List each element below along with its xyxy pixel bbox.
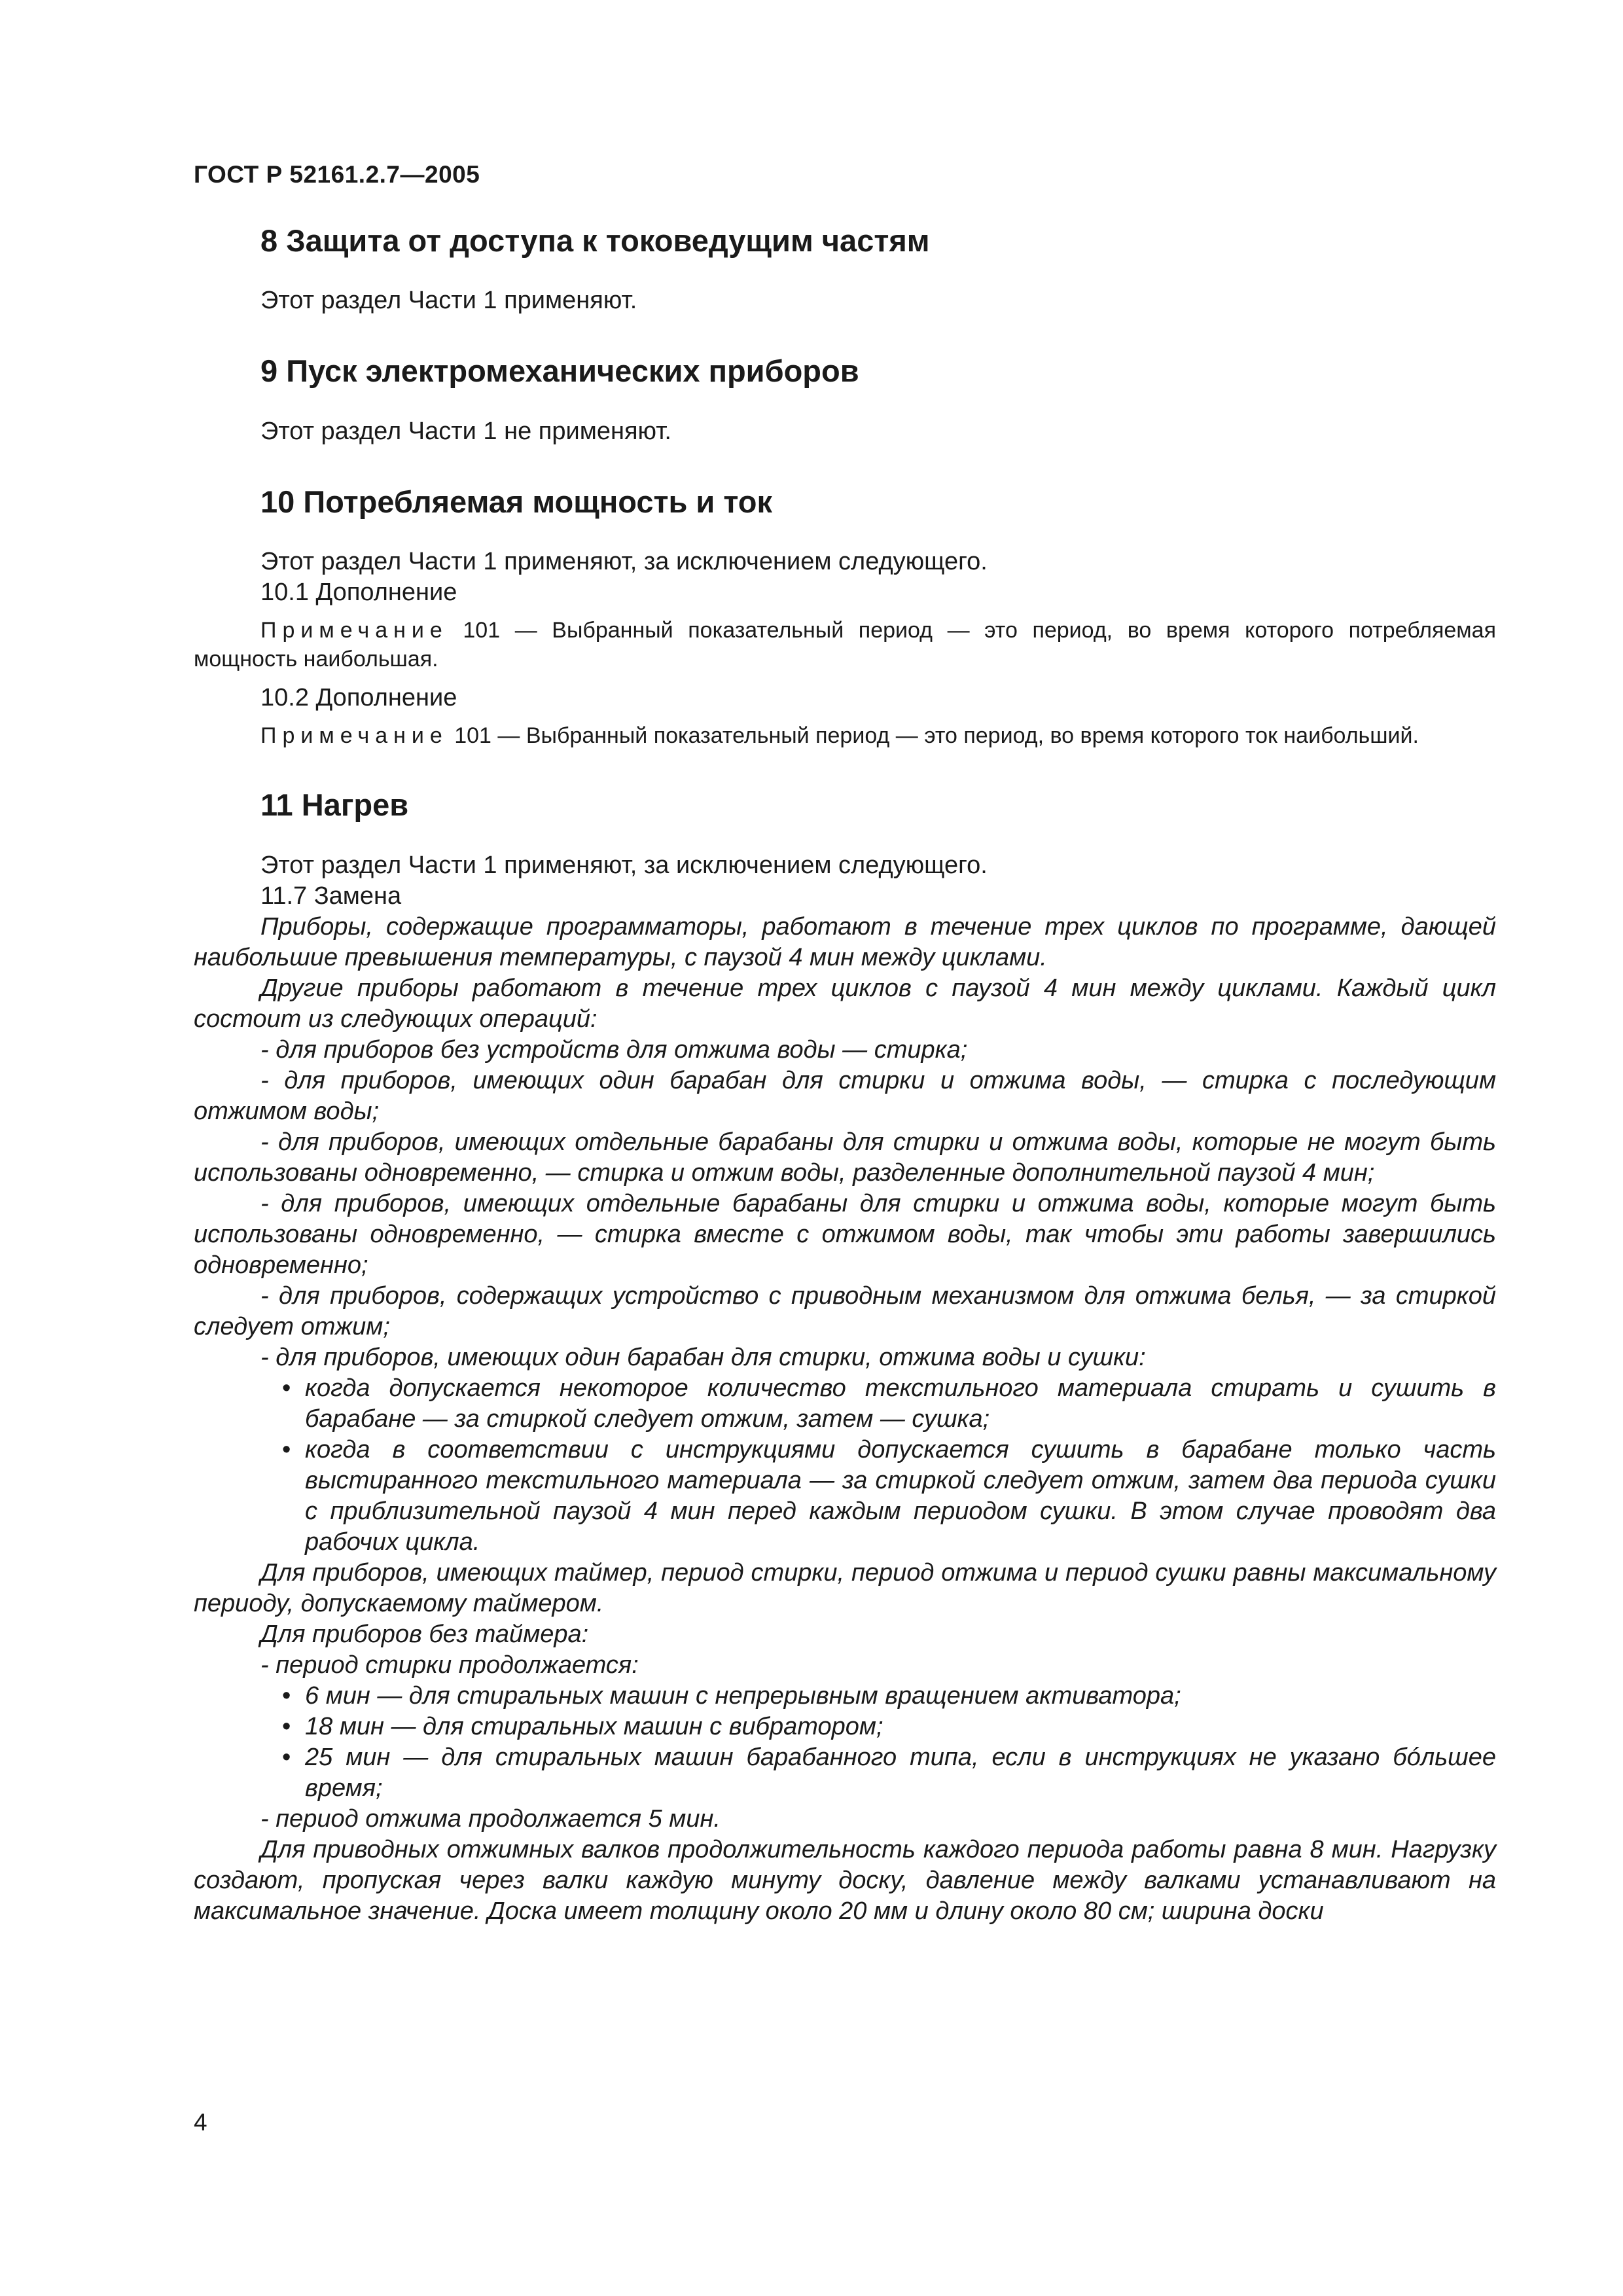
note-10-1 [194, 616, 1496, 673]
note-text: 101 — Выбранный показательный период — это период, во время которого ток наибольший. [448, 723, 1419, 749]
note-lead: Примечание [260, 723, 448, 749]
bullet-item: • 25 мин — для стиральных машин барабанного типа, если в инструкциях не указано бóльшее время; [194, 1742, 1496, 1804]
paragraph: Для приборов, имеющих таймер, период стирки, период отжима и период сушки равны максимальному периоду, допускаемому таймером. [194, 1558, 1496, 1617]
note-10-2 [194, 721, 1496, 750]
bullet-item: • когда в соответствии с инструкциями допускается сушить в барабане только часть выстиранного текстильного материала — за стиркой следует отжим, затем два периода сушки с приблизительной паузой 4 мин перед каждым периодом сушки. В этом случае проводят два рабочих цикла. [194, 1435, 1496, 1558]
bullet-item: • 6 мин — для стиральных машин с непрерывным вращением активатора; [194, 1681, 1496, 1712]
section-11-title: 11 Нагрев [260, 787, 409, 823]
page-number: 4 [194, 2109, 207, 2136]
note-text: 101 — Выбранный показательный период — это период, во время которого потребляемая мощность наибольшая. [194, 618, 1496, 672]
clause-11-7: 11.7 Замена [260, 882, 402, 910]
list-item: - для приборов, имеющих один барабан для стирки, отжима воды и сушки: [260, 1343, 1146, 1371]
paragraph: Для приводных отжимных валков продолжительность каждого периода работы равна 8 мин. Нагрузку создают, пропуская через валки каждую минуту доску, давление между валками устанавливают на максимальное значение. Доска имеет толщину около 20 мм и длину около 80 см; ширина доски [194, 1835, 1496, 1925]
list-item: - период отжима продолжается 5 мин. [260, 1804, 721, 1833]
bullet-item: • 18 мин — для стиральных машин с вибратором; [194, 1712, 1496, 1742]
list-item: - для приборов, имеющих один барабан для стирки и отжима воды, — стирка с последующим отжимом воды; [194, 1066, 1496, 1125]
list-item: - для приборов, имеющих отдельные барабаны для стирки и отжима воды, которые могут быть использованы одновременно, — стирка вместе с отжимом воды, так чтобы эти работы завершились одновременно; [194, 1189, 1496, 1279]
bullet-item: • когда допускается некоторое количество текстильного материала стирать и сушить в барабане — за стиркой следует отжим, затем — сушка; [194, 1373, 1496, 1435]
list-item: - для приборов, содержащих устройство с приводным механизмом для отжима белья, — за стиркой следует отжим; [194, 1282, 1496, 1340]
clause-10-2: 10.2 Дополнение [260, 684, 457, 712]
section-9-text: Этот раздел Части 1 не применяют. [260, 417, 671, 445]
document-header: ГОСТ Р 52161.2.7—2005 [194, 161, 480, 188]
section-9-title: 9 Пуск электромеханических приборов [260, 353, 859, 389]
section-10-title: 10 Потребляемая мощность и ток [260, 484, 773, 519]
page-body [194, 223, 1496, 1927]
paragraph: Приборы, содержащие программаторы, работают в течение трех циклов по программе, дающей наибольшие превышения температуры, с паузой 4 мин между циклами. [194, 912, 1496, 971]
list-item: - период стирки продолжается: [260, 1651, 639, 1679]
section-10-text: Этот раздел Части 1 применяют, за исключением следующего. [260, 548, 988, 576]
list-item: - для приборов без устройств для отжима воды — стирка; [260, 1035, 968, 1064]
section-8-title: 8 Защита от доступа к токоведущим частям [260, 223, 930, 258]
note-lead: Примечание [260, 618, 448, 643]
section-11-text: Этот раздел Части 1 применяют, за исключением следующего. [260, 851, 988, 879]
paragraph: Для приборов без таймера: [260, 1620, 589, 1648]
section-8-text: Этот раздел Части 1 применяют. [260, 287, 637, 315]
clause-10-1: 10.1 Дополнение [260, 579, 457, 607]
list-item: - для приборов, имеющих отдельные барабаны для стирки и отжима воды, которые не могут быть использованы одновременно, — стирка и отжим воды, разделенные дополнительной паузой 4 мин; [194, 1128, 1496, 1187]
paragraph: Другие приборы работают в течение трех циклов с паузой 4 мин между циклами. Каждый цикл состоит из следующих операций: [194, 974, 1496, 1033]
